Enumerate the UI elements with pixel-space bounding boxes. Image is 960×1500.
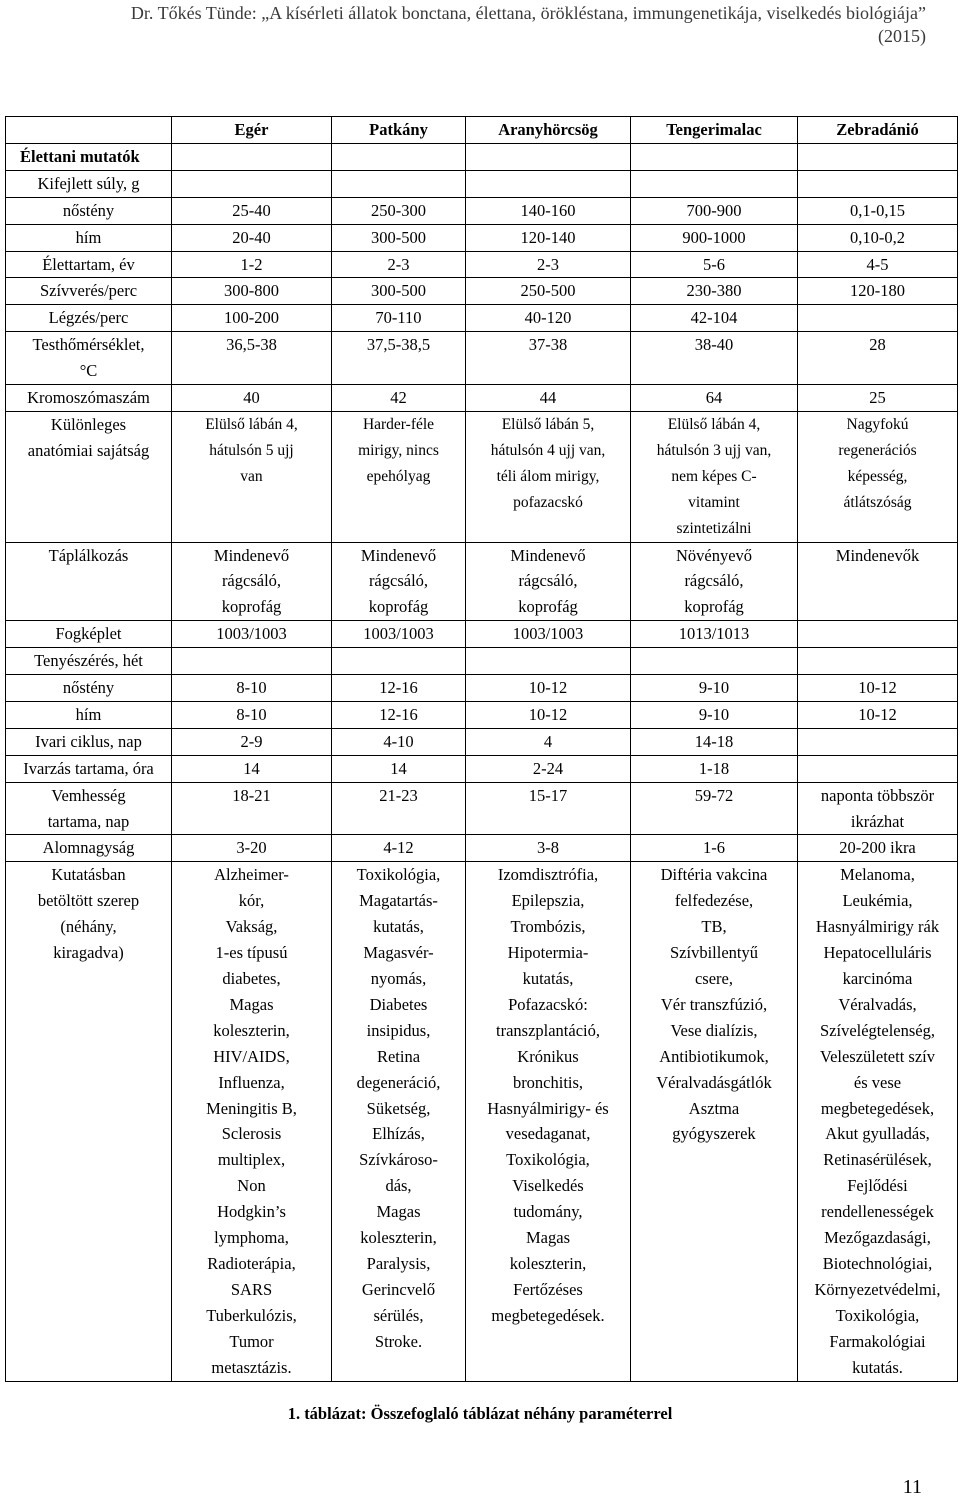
table-cell: 1013/1013 [631,621,798,648]
row-label: nőstény [6,197,172,224]
table-cell [172,648,332,675]
table-row [6,755,958,782]
table-cell: 120-140 [466,224,631,251]
table-cell [798,305,958,332]
table-cell: 8-10 [172,701,332,728]
table-cell: 20-40 [172,224,332,251]
table-row [6,224,958,251]
table-cell: 2-3 [466,251,631,278]
table-row [6,542,958,621]
table-cell: 37-38 [466,332,631,385]
table-cell: 44 [466,385,631,412]
header-cell-hamster: Aranyhörcsög [466,117,631,144]
table-row [6,835,958,862]
table-row [6,862,958,1381]
table-row [6,621,958,648]
table-cell: 120-180 [798,278,958,305]
table-cell: 1003/1003 [332,621,466,648]
table-cell: 1-6 [631,835,798,862]
table-cell [466,170,631,197]
table-cell: Elülső lábán 4, hátulsón 5 ujj van [172,411,332,542]
table-cell: 28 [798,332,958,385]
table-cell: 9-10 [631,701,798,728]
section-row [6,143,958,170]
table-cell: 300-800 [172,278,332,305]
table-cell: 12-16 [332,701,466,728]
table-cell: 4-5 [798,251,958,278]
header-cell-rat: Patkány [332,117,466,144]
table-cell: 10-12 [466,675,631,702]
table-cell [332,170,466,197]
row-label: Táplálkozás [6,542,172,621]
table-cell [798,170,958,197]
table-cell [798,728,958,755]
section-title: Élettani mutatók [6,143,172,170]
table-cell [172,143,332,170]
table-cell [466,143,631,170]
table-cell: 2-9 [172,728,332,755]
table-row [6,197,958,224]
table-cell: Alzheimer- kór, Vakság, 1-es típusú diabetes, Magas koleszterin, HIV/AIDS, Influenza, Meningitis B, Sclerosis multiplex, Non Hodgkin’s lymphoma, Radioterápia, SARS Tuberkulózis, Tumor metasztázis. [172,862,332,1381]
table-cell: 64 [631,385,798,412]
table-cell: 230-380 [631,278,798,305]
table-cell: Mindenevő rágcsáló, koprofág [466,542,631,621]
row-label: Testhőmérséklet, °C [6,332,172,385]
table-cell: 20-200 ikra [798,835,958,862]
row-label: Élettartam, év [6,251,172,278]
table-cell: Mindenevők [798,542,958,621]
table-cell: Mindenevő rágcsáló, koprofág [332,542,466,621]
table-cell: 100-200 [172,305,332,332]
table-cell [466,648,631,675]
table-cell [332,648,466,675]
table-cell: Toxikológia, Magatartás- kutatás, Magasvér- nyomás, Diabetes insipidus, Retina degeneráció, Süketség, Elhízás, Szívkároso- dás, Magas koleszterin, Paralysis, Gerincvelő sérülés, Stroke. [332,862,466,1381]
table-row [6,251,958,278]
table-cell: 36,5-38 [172,332,332,385]
table-cell [631,143,798,170]
table-row [6,385,958,412]
table-cell: 1-2 [172,251,332,278]
table-cell: 250-300 [332,197,466,224]
table-cell: 4-12 [332,835,466,862]
table-row [6,728,958,755]
header-title: Dr. Tőkés Tünde: „A kísérleti állatok bonctana, élettana, örökléstana, immungenetikája, viselkedés biológiája” [130,3,926,23]
row-label: Különleges anatómiai sajátság [6,411,172,542]
row-label: Ivari ciklus, nap [6,728,172,755]
table-cell: Elülső lábán 4, hátulsón 3 ujj van, nem képes C- vitamint szintetizálni [631,411,798,542]
table-cell [798,143,958,170]
table-row [6,675,958,702]
table-row [6,411,958,542]
table-cell: 1003/1003 [466,621,631,648]
table-cell: 14 [332,755,466,782]
header-year: (2015) [878,26,926,46]
table-cell: 2-3 [332,251,466,278]
table-cell: 25-40 [172,197,332,224]
table-cell: 10-12 [466,701,631,728]
table-cell: 70-110 [332,305,466,332]
table-cell: 300-500 [332,278,466,305]
table-row [6,305,958,332]
table-cell: 1-18 [631,755,798,782]
table-cell: 700-900 [631,197,798,224]
table-cell [631,170,798,197]
table-cell: 10-12 [798,701,958,728]
table-cell: Diftéria vakcina felfedezése, TB, Szívbillentyű csere, Vér transzfúzió, Vese dialízis, Antibiotikumok, Véralvadásgátlók Asztma gyógyszerek [631,862,798,1381]
table-cell: 4 [466,728,631,755]
table-cell: Nagyfokú regenerációs képesség, átlátszóság [798,411,958,542]
table-cell: 15-17 [466,782,631,835]
table-cell: 4-10 [332,728,466,755]
table-cell: 38-40 [631,332,798,385]
table-row [6,782,958,835]
table-cell: Izomdisztrófia, Epilepszia, Trombózis, Hipotermia- kutatás, Pofazacskó: transzplantáció, Krónikus bronchitis, Hasnyálmirigy- és vesedaganat, Toxikológia, Viselkedés tudomány, Magas koleszterin, Fertőzéses megbetegedések. [466,862,631,1381]
header-cell-mouse: Egér [172,117,332,144]
table-row [6,170,958,197]
table-cell: Mindenevő rágcsáló, koprofág [172,542,332,621]
table-row [6,701,958,728]
table-cell: Elülső lábán 5, hátulsón 4 ujj van, téli álom mirigy, pofazacskó [466,411,631,542]
table-cell: 300-500 [332,224,466,251]
table-caption: 1. táblázat: Összefoglaló táblázat néhány paraméterrel [287,1404,673,1423]
table-cell: 900-1000 [631,224,798,251]
table-cell [172,170,332,197]
table-cell: 18-21 [172,782,332,835]
table-cell: 10-12 [798,675,958,702]
table-cell: 12-16 [332,675,466,702]
table-cell: 250-500 [466,278,631,305]
header-cell-zebrafish: Zebradánió [798,117,958,144]
table-cell [798,755,958,782]
row-label: Ivarzás tartama, óra [6,755,172,782]
table-cell: 37,5-38,5 [332,332,466,385]
table-cell: 42 [332,385,466,412]
table-row [6,648,958,675]
row-label: Kromoszómaszám [6,385,172,412]
row-label: Kifejlett súly, g [6,170,172,197]
parameters-table [5,116,958,1382]
table-cell [332,143,466,170]
table-cell: naponta többször ikrázhat [798,782,958,835]
table-header-row [6,117,958,144]
row-label: hím [6,224,172,251]
table-cell: 14 [172,755,332,782]
table-cell: 9-10 [631,675,798,702]
table-cell: 8-10 [172,675,332,702]
table-cell: 25 [798,385,958,412]
table-cell: 40-120 [466,305,631,332]
row-label: hím [6,701,172,728]
table-cell [631,648,798,675]
header-cell-guinea-pig: Tengerimalac [631,117,798,144]
table-cell [798,621,958,648]
table-cell: 1003/1003 [172,621,332,648]
row-label: Szívverés/perc [6,278,172,305]
table-cell: 40 [172,385,332,412]
table-cell: 0,10-0,2 [798,224,958,251]
table-cell: 59-72 [631,782,798,835]
header-cell [6,117,172,144]
row-label: Alomnagyság [6,835,172,862]
row-label: Fogképlet [6,621,172,648]
table-cell: 3-20 [172,835,332,862]
table-cell: 21-23 [332,782,466,835]
table-row [6,278,958,305]
row-label: nőstény [6,675,172,702]
table-cell: 2-24 [466,755,631,782]
page-number: 11 [902,1476,922,1498]
table-cell: 14-18 [631,728,798,755]
table-cell: 42-104 [631,305,798,332]
table-cell: 0,1-0,15 [798,197,958,224]
table-cell: 5-6 [631,251,798,278]
table-cell: Melanoma, Leukémia, Hasnyálmirigy rák Hepatocelluláris karcinóma Véralvadás, Szívelégtelenség, Veleszületett szív és vese megbetegedések, Akut gyulladás, Retinasérülések, Fejlődési rendellenességek Mezőgazdasági, Biotechnológiai, Környezetvédelmi, Toxikológia, Farmakológiai kutatás. [798,862,958,1381]
row-label: Légzés/perc [6,305,172,332]
table-cell: 140-160 [466,197,631,224]
table-row [6,332,958,385]
table-cell [798,648,958,675]
row-label: Kutatásban betöltött szerep (néhány, kiragadva) [6,862,172,1381]
row-label: Vemhesség tartama, nap [6,782,172,835]
page-header [60,2,926,48]
table-cell: Növényevő rágcsáló, koprofág [631,542,798,621]
row-label: Tenyészérés, hét [6,648,172,675]
table-cell: 3-8 [466,835,631,862]
table-cell: Harder-féle mirigy, nincs epehólyag [332,411,466,542]
